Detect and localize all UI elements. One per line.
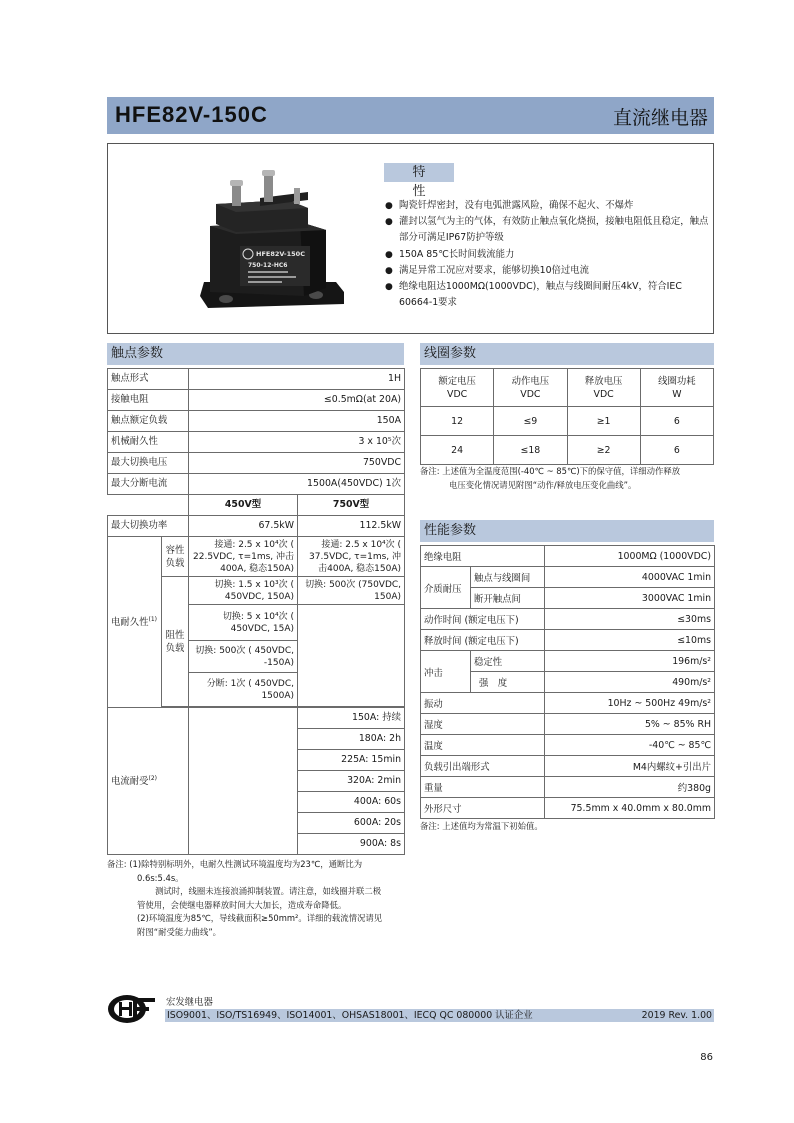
table-row: [108, 495, 405, 516]
table-row: [108, 474, 405, 495]
row-sublabel: 触点与线圈间: [471, 567, 545, 588]
coil-col-header: 线圈功耗 W: [640, 369, 713, 407]
capacitive-450: 接通: 2.5 x 10⁴次 ( 22.5VDC, τ=1ms, 冲击400A, 稳态150A): [189, 537, 298, 577]
current-row: 600A: 20s: [298, 813, 405, 834]
note-line: (2)环境温度为85℃，导线截面积≥50mm²。详细的载流情况请见: [137, 913, 383, 924]
row-label: 触点额定负载: [108, 411, 189, 432]
row-label: 机械耐久性: [108, 432, 189, 453]
table-row: [421, 756, 715, 777]
table-row: [108, 432, 405, 453]
product-type: 直流继电器: [612, 107, 708, 129]
table-row: [421, 777, 715, 798]
row-value: 1000MΩ (1000VDC): [545, 546, 715, 567]
coil-notes: [420, 465, 714, 492]
note-line: 附图“耐受能力曲线”。: [137, 926, 222, 937]
row-value: 约380g: [545, 777, 715, 798]
features-list: [385, 198, 710, 311]
row-value: 10Hz ~ 500Hz 49m/s²: [545, 693, 715, 714]
feature-item: ● 灌封以氢气为主的气体，有效防止触点氧化烧损，接触电阻低且稳定，触点部分可满足IP67防护等级: [385, 214, 710, 246]
current-withstand-label: 电流耐受$^{(2)}$: [108, 708, 189, 855]
table-row: [421, 714, 715, 735]
certification-band: [165, 1009, 714, 1022]
table-row: [108, 537, 405, 577]
coil-parameters-table: [420, 368, 714, 465]
electrical-life-label: 电耐久性$^{(1)}$: [108, 537, 162, 708]
type-450-header: 450V型: [189, 495, 298, 516]
note-line: 备注: (1)除特别标明外，电耐久性测试环境温度均为23℃，通断比为: [107, 859, 363, 869]
row-value: 75.5mm x 40.0mm x 80.0mm: [545, 798, 715, 819]
table-row: [421, 798, 715, 819]
row-label: 最大切换电压: [108, 453, 189, 474]
coil-section-heading: 线圈参数: [420, 343, 714, 365]
row-value: 490m/s²: [545, 672, 715, 693]
table-row: [108, 516, 405, 537]
table-cell: 6: [640, 436, 713, 465]
note-line: 测试时，线圈未连接浪涌抑制装置。请注意，如线圈并联二极: [155, 886, 382, 897]
feature-item: ● 绝缘电阻达1000MΩ(1000VDC)，触点与线圈间耐压4kV，符合IEC 60664-1要求: [385, 279, 710, 311]
max-power-750: 112.5kW: [298, 516, 405, 537]
capacitive-load-label: 容性负载: [162, 537, 189, 577]
table-row: [421, 546, 715, 567]
table-cell: 6: [640, 407, 713, 436]
revision-text: 2019 Rev. 1.00: [641, 1010, 712, 1021]
row-label: 绝缘电阻: [421, 546, 545, 567]
performance-section-heading: 性能参数: [420, 520, 714, 542]
features-heading: 特 性: [384, 163, 454, 182]
row-value: 3000VAC 1min: [545, 588, 715, 609]
row-label: 触点形式: [108, 369, 189, 390]
row-value: 3 x 10⁵次: [189, 432, 405, 453]
row-label: 释放时间 (额定电压下): [421, 630, 545, 651]
resistive-750-1: 切换: 500次 (750VDC, 150A): [298, 577, 405, 605]
resistive-450-2: 切换: 5 x 10⁴次 ( 450VDC, 15A): [189, 605, 298, 641]
row-label: 振动: [421, 693, 545, 714]
table-cell: ≥2: [567, 436, 640, 465]
row-sublabel: 强 度: [471, 672, 545, 693]
current-row: 150A: 持续: [298, 708, 405, 729]
row-label: 介质耐压: [421, 567, 471, 609]
row-value: M4内螺纹+引出片: [545, 756, 715, 777]
page-number: 86: [700, 1052, 713, 1063]
capacitive-750: 接通: 2.5 x 10⁴次 ( 37.5VDC, τ=1ms, 冲击400A, 稳态150A): [298, 537, 405, 577]
company-name: 宏发继电器: [166, 997, 213, 1008]
resistive-450-1: 切换: 1.5 x 10³次 ( 450VDC, 150A): [189, 577, 298, 605]
relay-product-image: [196, 164, 346, 316]
row-label: 温度: [421, 735, 545, 756]
contact-parameters-table: [107, 368, 405, 855]
performance-parameters-table: [420, 545, 715, 819]
max-power-450: 67.5kW: [189, 516, 298, 537]
table-row: [421, 735, 715, 756]
table-row: [421, 630, 715, 651]
contact-section-heading: 触点参数: [107, 343, 404, 365]
feature-item: ● 150A 85℃长时间载流能力: [385, 247, 710, 263]
max-power-label: 最大切换功率: [108, 516, 189, 537]
row-label: 动作时间 (额定电压下): [421, 609, 545, 630]
hongfa-logo-icon: [107, 994, 165, 1024]
feature-item: ● 满足异常工况应对要求，能够切换10倍过电流: [385, 263, 710, 279]
row-sublabel: 断开触点间: [471, 588, 545, 609]
resistive-450-4: 分断: 1次 ( 450VDC, 1500A): [189, 673, 298, 707]
features-panel: [107, 143, 714, 334]
table-cell: ≤18: [494, 436, 567, 465]
row-value: ≤30ms: [545, 609, 715, 630]
row-value: -40℃ ~ 85℃: [545, 735, 715, 756]
table-row: [421, 567, 715, 588]
table-cell: 24: [421, 436, 494, 465]
table-header-row: [421, 369, 714, 407]
table-cell: ≤9: [494, 407, 567, 436]
title-bar: [107, 97, 714, 134]
row-value: 750VDC: [189, 453, 405, 474]
note-line: 0.6s:5.4s。: [137, 872, 184, 883]
page-footer: [107, 990, 714, 1030]
table-row: [108, 411, 405, 432]
table-row: [421, 651, 715, 672]
row-label: 湿度: [421, 714, 545, 735]
relay-label-code: 750-12-HC6: [248, 262, 288, 269]
table-row: [421, 407, 714, 436]
current-row: 225A: 15min: [298, 750, 405, 771]
row-sublabel: 稳定性: [471, 651, 545, 672]
current-row: 320A: 2min: [298, 771, 405, 792]
row-value: 196m/s²: [545, 651, 715, 672]
row-value: ≤10ms: [545, 630, 715, 651]
row-label: 外形尺寸: [421, 798, 545, 819]
table-cell: 12: [421, 407, 494, 436]
resistive-load-label: 阻性负载: [162, 577, 189, 707]
table-row: [108, 708, 405, 729]
note-line: 备注: 上述值为全温度范围(-40℃ ~ 85℃)下的保守值，详细动作释放: [420, 466, 681, 476]
relay-label-model: HFE82V-150C: [256, 250, 305, 258]
row-label: 冲击: [421, 651, 471, 693]
table-row: [108, 369, 405, 390]
coil-col-header: 释放电压 VDC: [567, 369, 640, 407]
current-row: 400A: 60s: [298, 792, 405, 813]
row-value: 1H: [189, 369, 405, 390]
coil-col-header: 额定电压 VDC: [421, 369, 494, 407]
current-row: 900A: 8s: [298, 834, 405, 855]
row-label: 负载引出端形式: [421, 756, 545, 777]
performance-note: 备注: 上述值均为常温下初始值。: [420, 821, 543, 831]
note-line: 管使用，会使继电器释放时间大大加长，造成寿命降低。: [137, 899, 347, 910]
contact-notes: [107, 858, 407, 940]
type-750-header: 750V型: [298, 495, 405, 516]
table-cell: ≥1: [567, 407, 640, 436]
table-row: [108, 453, 405, 474]
row-label: 重量: [421, 777, 545, 798]
product-model: HFE82V-150C: [115, 102, 268, 127]
current-row: 180A: 2h: [298, 729, 405, 750]
row-value: 150A: [189, 411, 405, 432]
table-row: [421, 609, 715, 630]
resistive-450-3: 切换: 500次 ( 450VDC, -150A): [189, 641, 298, 673]
row-value: 4000VAC 1min: [545, 567, 715, 588]
row-value: ≤0.5mΩ(at 20A): [189, 390, 405, 411]
table-row: [421, 693, 715, 714]
feature-item: ● 陶瓷钎焊密封，没有电弧泄露风险，确保不起火、不爆炸: [385, 198, 710, 214]
coil-col-header: 动作电压 VDC: [494, 369, 567, 407]
table-row: [108, 390, 405, 411]
row-label: 接触电阻: [108, 390, 189, 411]
row-value: 5% ~ 85% RH: [545, 714, 715, 735]
row-value: 1500A(450VDC) 1次: [189, 474, 405, 495]
row-label: 最大分断电流: [108, 474, 189, 495]
certifications-text: ISO9001、ISO/TS16949、ISO14001、OHSAS18001、IECQ QC 080000 认证企业: [167, 1010, 533, 1021]
table-row: [421, 436, 714, 465]
note-line: 电压变化情况请见附图“动作/释放电压变化曲线”。: [449, 479, 637, 490]
